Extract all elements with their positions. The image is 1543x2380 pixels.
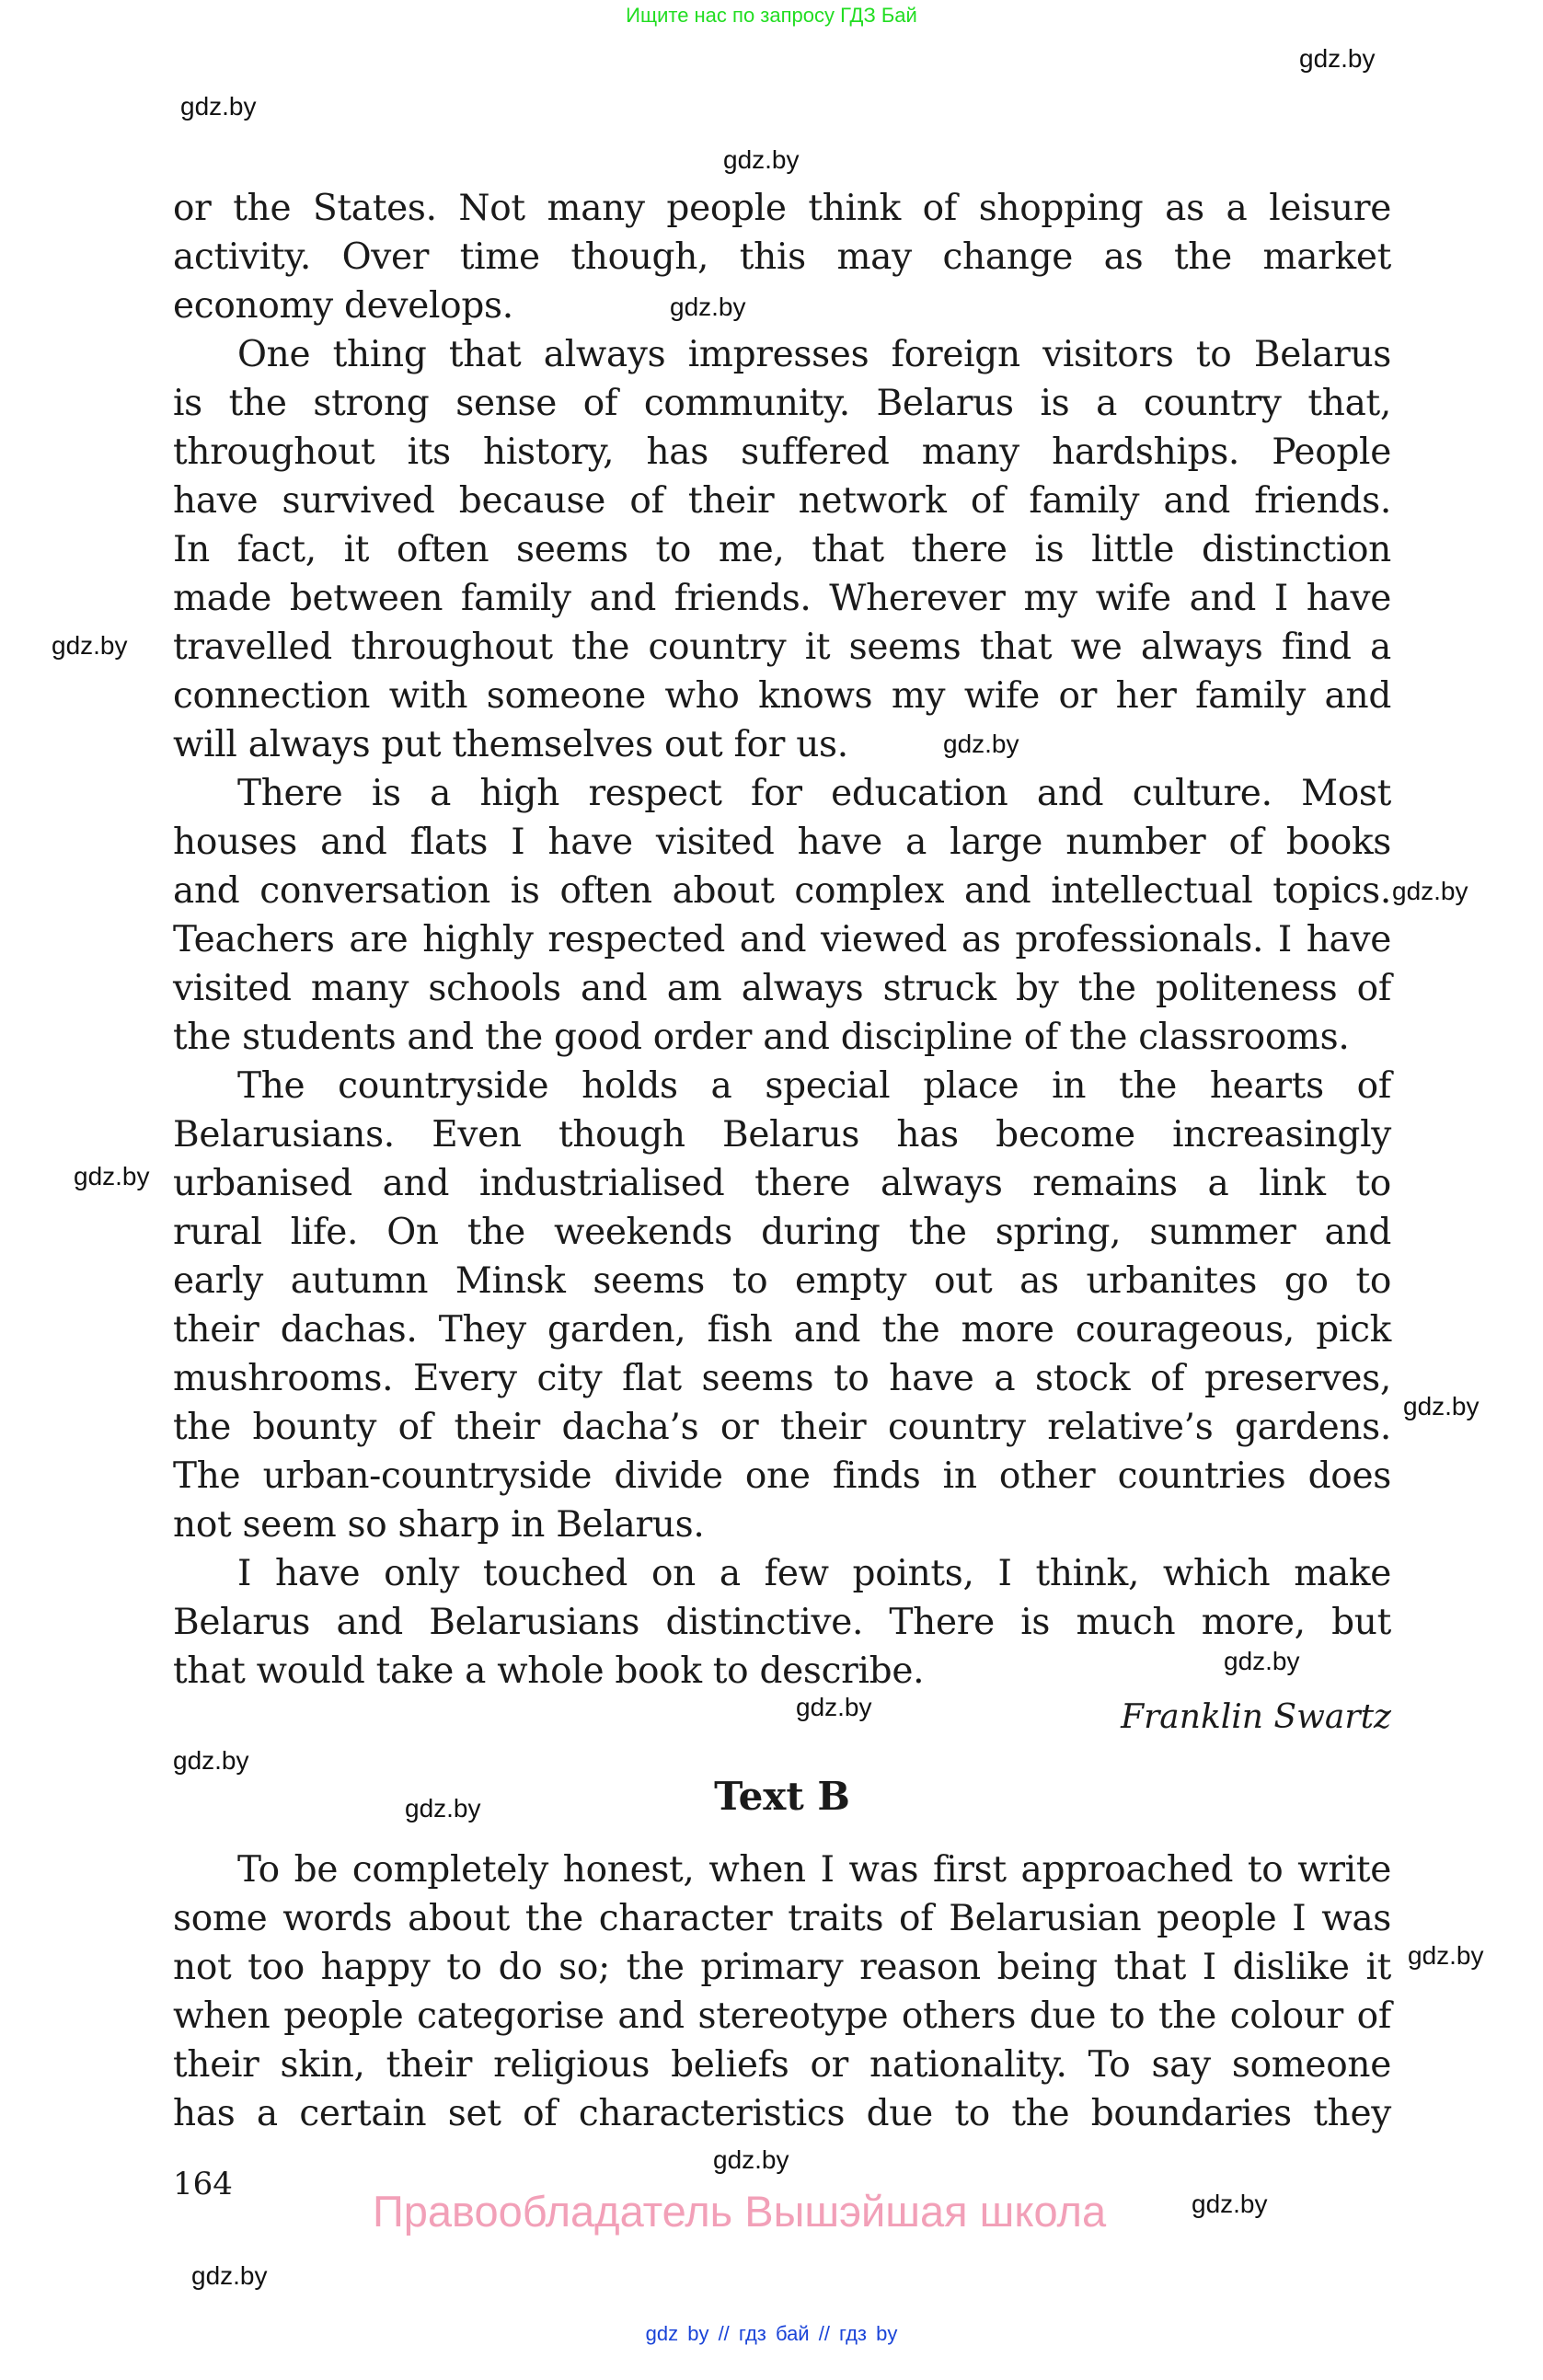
text-line: travelled throughout the country it seems that we always find a xyxy=(173,627,1391,668)
watermark: gdz.by xyxy=(405,1794,481,1822)
watermark: gdz.by xyxy=(1392,877,1468,905)
page-number: 164 xyxy=(173,2166,233,2202)
watermark: gdz.by xyxy=(173,1746,249,1775)
text-line: not seem so sharp in Belarus. xyxy=(173,1504,705,1546)
text-line: houses and flats I have visited have a large number of books xyxy=(173,822,1391,863)
text-line: Belarusians. Even though Belarus has become increasingly xyxy=(173,1114,1391,1156)
section-heading-text-b: Text B xyxy=(714,1774,850,1819)
author-signature: Franklin Swartz xyxy=(1121,1698,1391,1736)
watermark: gdz.by xyxy=(191,2261,268,2290)
text-line: The countryside holds a special place in the hearts of xyxy=(237,1065,1391,1107)
watermark: gdz.by xyxy=(1224,1647,1300,1675)
text-line: early autumn Minsk seems to empty out as urbanites go to xyxy=(173,1260,1391,1302)
text-line: made between family and friends. Wherever my wife and I have xyxy=(173,578,1391,619)
text-line: mushrooms. Every city flat seems to have a stock of preserves, xyxy=(173,1358,1391,1399)
text-line: not too happy to do so; the primary reason being that I dislike it xyxy=(173,1947,1391,1988)
watermark: gdz.by xyxy=(1403,1392,1480,1420)
text-line: when people categorise and stereotype others due to the colour of xyxy=(173,1995,1391,2037)
text-line: urbanised and industrialised there always remains a link to xyxy=(173,1163,1391,1204)
text-line: have survived because of their network of family and friends. xyxy=(173,480,1391,522)
text-line: visited many schools and am always struck by the politeness of xyxy=(173,968,1391,1009)
text-line: The urban-countryside divide one finds in other countries does xyxy=(173,1455,1391,1497)
text-line: or the States. Not many people think of shopping as a leisure xyxy=(173,188,1391,229)
footer-links[interactable]: gdz by // гдз бай // гдз by xyxy=(645,2322,898,2345)
text-line: that would take a whole book to describe. xyxy=(173,1650,925,1692)
watermark: gdz.by xyxy=(1299,44,1376,73)
watermark: gdz.by xyxy=(180,92,257,121)
text-line: economy develops. xyxy=(173,285,513,327)
text-line: some words about the character traits of Belarusian people I was xyxy=(173,1898,1391,1939)
text-line: rural life. On the weekends during the spring, summer and xyxy=(173,1212,1391,1253)
text-line: has a certain set of characteristics due to the boundaries they xyxy=(173,2093,1391,2134)
watermark: gdz.by xyxy=(1192,2190,1268,2218)
text-line: connection with someone who knows my wife or her family and xyxy=(173,675,1391,717)
watermark: gdz.by xyxy=(796,1693,872,1721)
text-line: One thing that always impresses foreign visitors to Belarus xyxy=(237,334,1391,375)
text-line: In fact, it often seems to me, that there is little distinction xyxy=(173,529,1391,570)
text-line: Teachers are highly respected and viewed as professionals. I have xyxy=(173,919,1391,960)
text-line: To be completely honest, when I was first approached to write xyxy=(237,1849,1391,1891)
text-line: their skin, their religious beliefs or nationality. To say someone xyxy=(173,2044,1391,2086)
text-line: There is a high respect for education and culture. Most xyxy=(237,773,1391,814)
watermark: gdz.by xyxy=(943,730,1019,758)
watermark: gdz.by xyxy=(1408,1941,1484,1970)
watermark: gdz.by xyxy=(52,631,128,660)
watermark: gdz.by xyxy=(723,145,800,174)
watermark: gdz.by xyxy=(713,2145,789,2174)
search-banner: Ищите нас по запросу ГДЗ Бай xyxy=(626,4,917,27)
text-line: and conversation is often about complex and intellectual topics. xyxy=(173,870,1391,912)
text-line: I have only touched on a few points, I think, which make xyxy=(237,1553,1391,1594)
text-line: their dachas. They garden, fish and the more courageous, pick xyxy=(173,1309,1391,1351)
copyright-notice: Правообладатель Вышэйшая школа xyxy=(373,2187,1107,2236)
text-line: will always put themselves out for us. xyxy=(173,724,848,765)
text-line: throughout its history, has suffered many hardships. People xyxy=(173,431,1391,473)
text-line: the bounty of their dacha’s or their country relative’s gardens. xyxy=(173,1407,1391,1448)
watermark: gdz.by xyxy=(74,1162,150,1190)
text-line: is the strong sense of community. Belarus is a country that, xyxy=(173,383,1391,424)
text-line: the students and the good order and discipline of the classrooms. xyxy=(173,1017,1350,1058)
watermark: gdz.by xyxy=(670,293,746,321)
text-line: Belarus and Belarusians distinctive. There is much more, but xyxy=(173,1602,1391,1643)
text-line: activity. Over time though, this may change as the market xyxy=(173,236,1391,278)
